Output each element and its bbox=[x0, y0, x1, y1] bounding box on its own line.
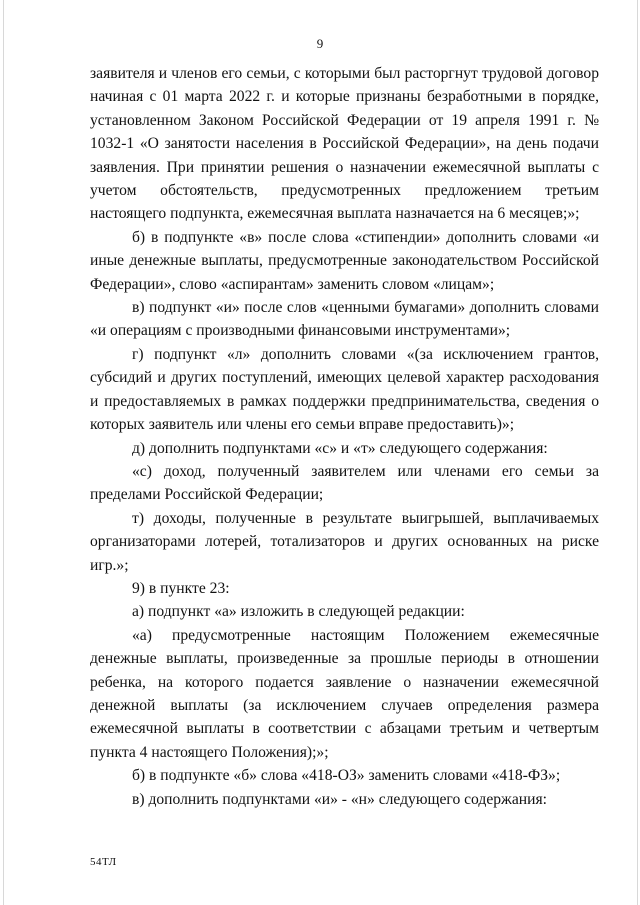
paragraph-subitem-a-text: «а) предусмотренные настоящим Положением ежемесячные денежные выплаты, произведенные за прошлые периоды в отношении ребенка, на которого подается заявление о назначении ежемесячной денежной выплаты (за исключением случаев определения размера ежемесячной выплаты в соответствии с абзацами третьим и четвертым пункта 4 настоящего Положения);»; bbox=[90, 626, 599, 761]
paragraph-item-d: д) дополнить подпунктами «с» и «т» следующего содержания: bbox=[132, 439, 548, 457]
paragraph-item-b: б) в подпункте «в» после слова «стипендии» дополнить словами «и иные денежные выплаты, предусмотренные законодательством Российской Федерации», слово «аспирантам» заменить словом «лицам»; bbox=[90, 228, 599, 293]
paragraph-subitem-s: «с) доход, полученный заявителем или членами его семьи за пределами Российской Федерации; bbox=[90, 462, 599, 504]
paragraph-subitem-t: т) доходы, полученные в результате выигрышей, выплачиваемых организаторами лотерей, тотализаторов и других основанных на риске игр.»; bbox=[90, 509, 599, 574]
document-body bbox=[90, 62, 599, 811]
paragraph-item-a: а) подпункт «а» изложить в следующей редакции: bbox=[132, 603, 465, 621]
scan-edge-left bbox=[3, 0, 4, 905]
footer-document-code: 54ТЛ bbox=[90, 856, 117, 868]
paragraph-item-v-2: в) дополнить подпунктами «и» - «н» следующего содержания: bbox=[132, 790, 547, 808]
paragraph-point-9: 9) в пункте 23: bbox=[132, 579, 230, 597]
paragraph-item-b-2: б) в подпункте «б» слова «418-ОЗ» заменить словами «418-ФЗ»; bbox=[132, 767, 561, 785]
page-number: 9 bbox=[316, 36, 324, 51]
paragraph-continuation: заявителя и членов его семьи, с которыми был расторгнут трудовой договор начиная с 01 марта 2022 г. и которые признаны безработными в порядке, установленном Законом Российской Федерации от 19 апреля 1991 г. № 1032-1 «О занятости населения в Российской Федерации», на день подачи заявления. При принятии решения о назначении ежемесячной выплаты с учетом обстоятельств, предусмотренных предложением третьим настоящего подпункта, ежемесячная выплата назначается на 6 месяцев;»; bbox=[90, 65, 599, 223]
paragraph-item-g: г) подпункт «л» дополнить словами «(за исключением грантов, субсидий и других поступлений, имеющих целевой характер расходования и предоставляемых в рамках поддержки предпринимательства, сведения о которых заявитель или члены его семьи вправе предоставить)»; bbox=[90, 345, 599, 434]
scan-edge-right bbox=[637, 0, 638, 905]
paragraph-item-v: в) подпункт «и» после слов «ценными бумагами» дополнить словами «и операциям с производными финансовыми инструментами»; bbox=[90, 299, 599, 340]
